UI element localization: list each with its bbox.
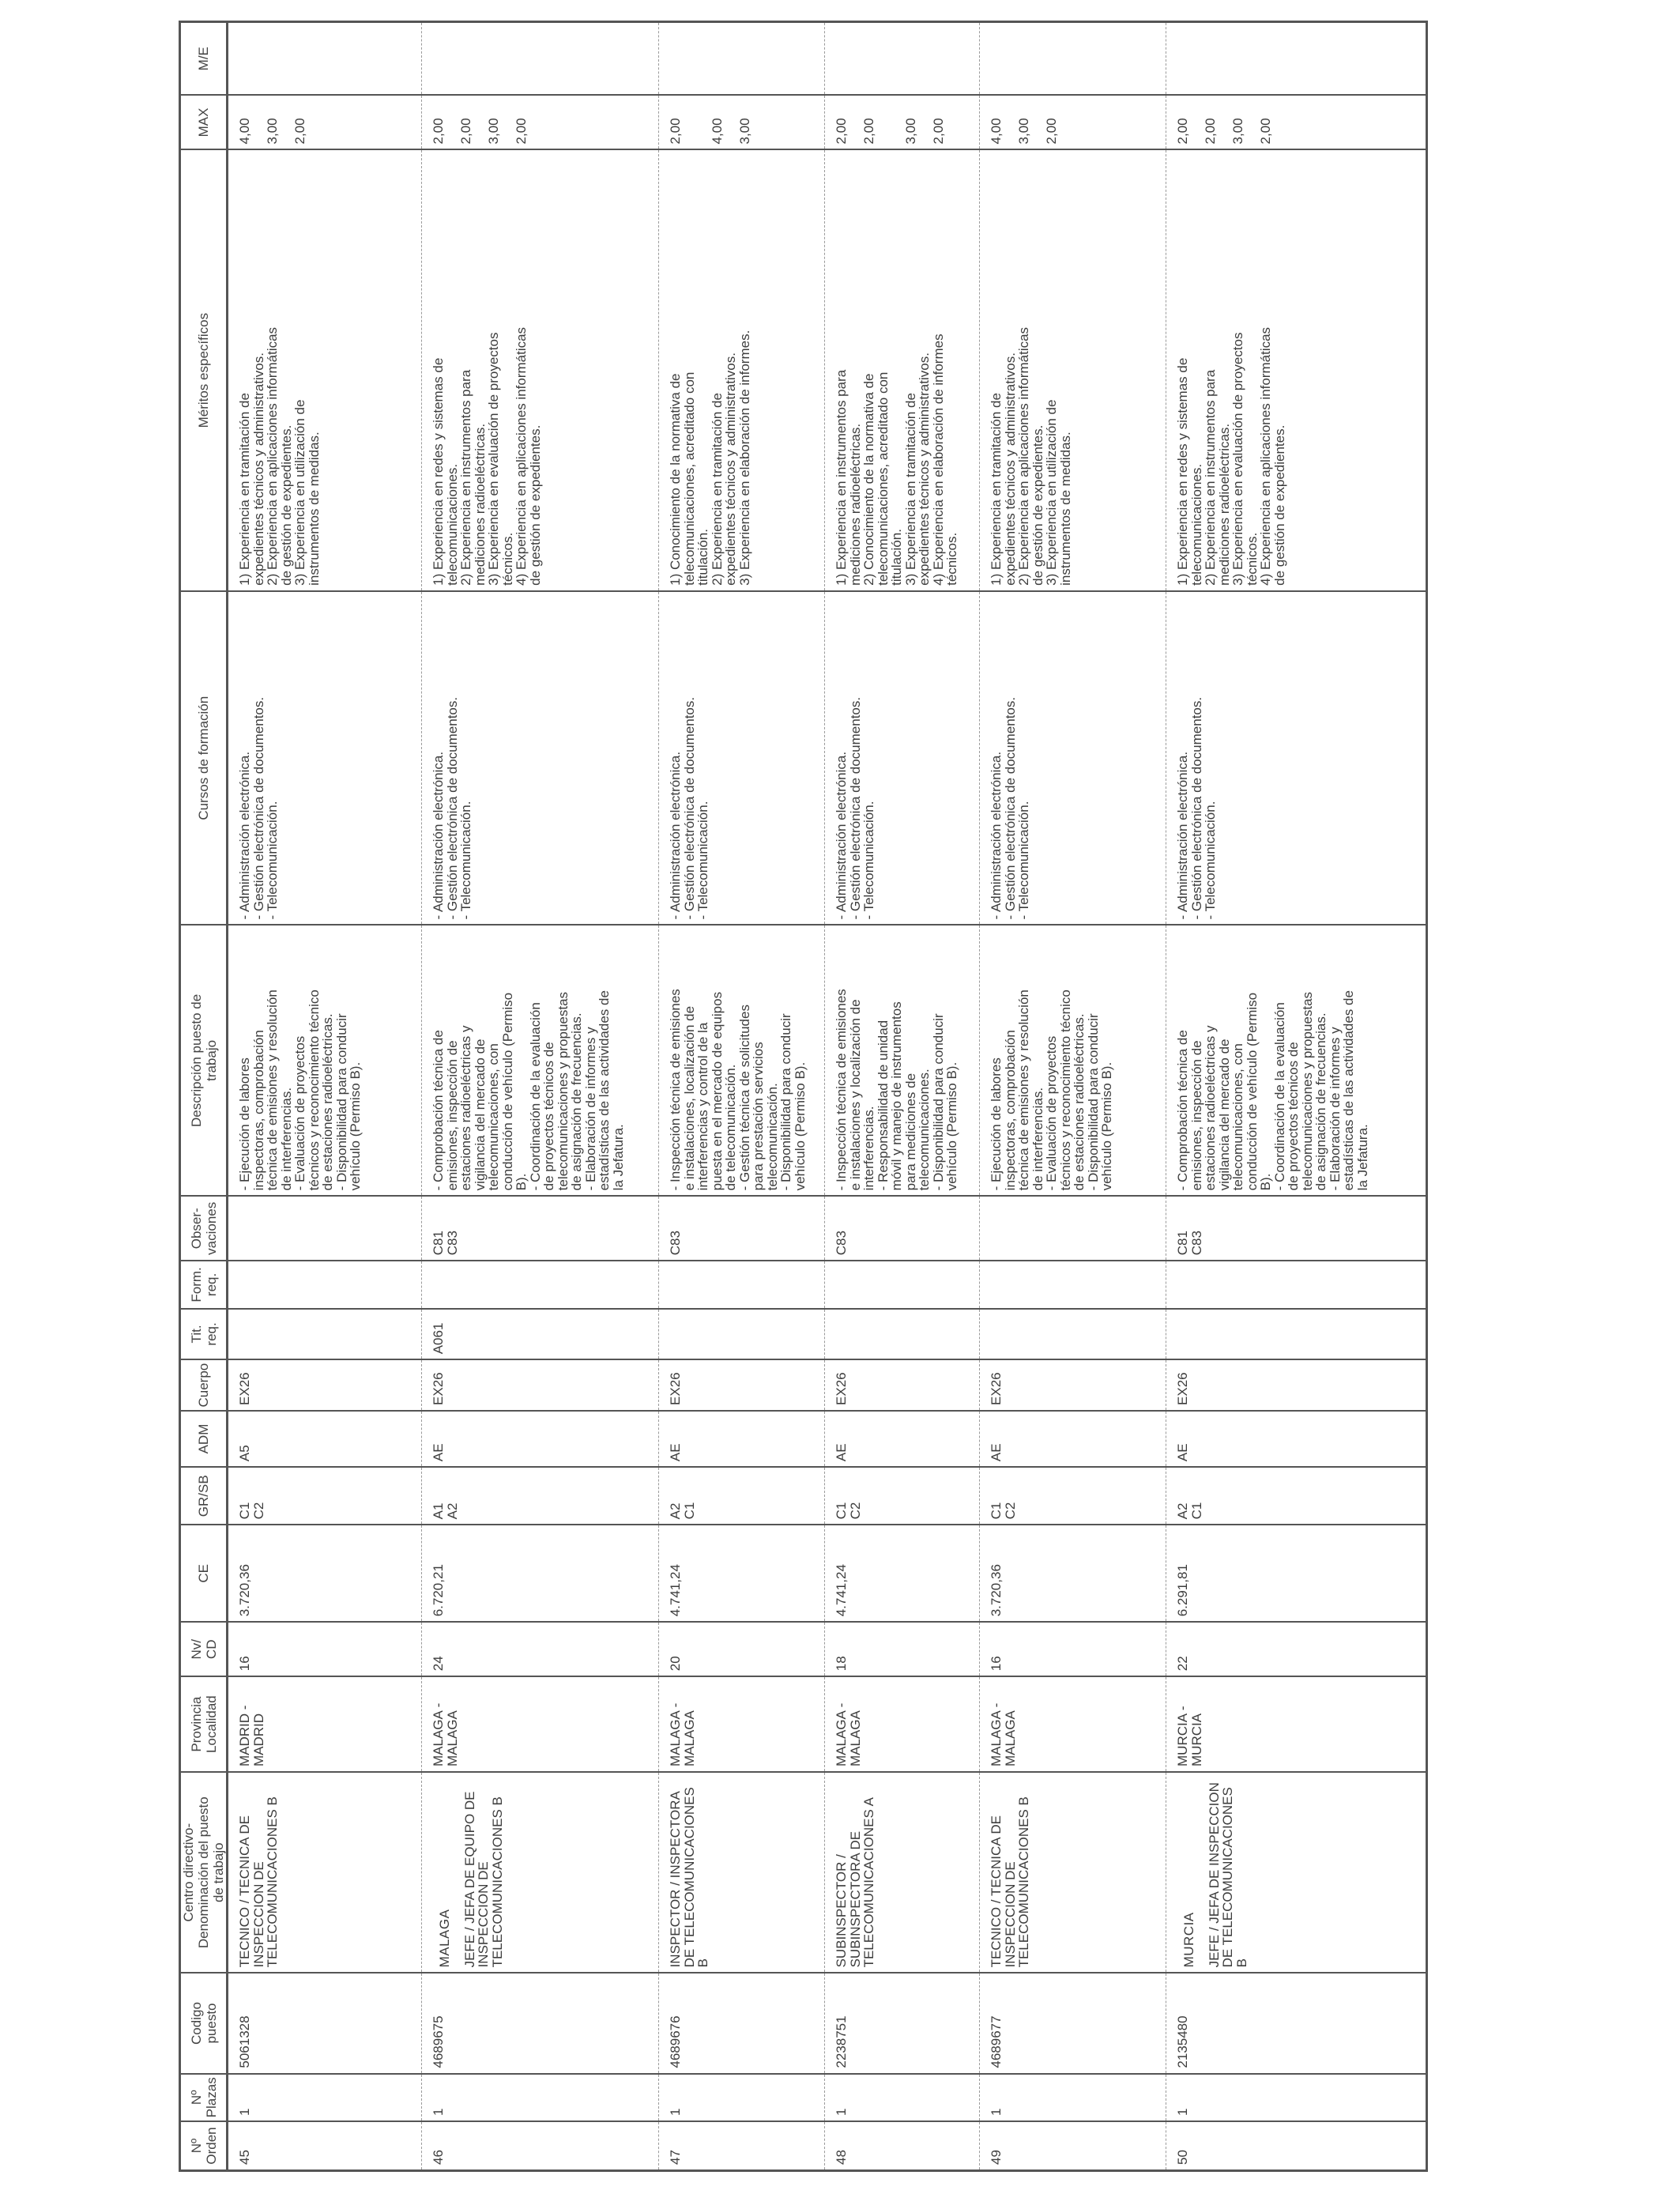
cell-formacion	[825, 1261, 980, 1308]
cell-grupo: C1 C2	[980, 1467, 1166, 1525]
cell-codigo: 2238751	[825, 1973, 980, 2073]
cell-ce: 6.291,81	[1166, 1525, 1427, 1622]
header-observaciones: Obser- vaciones	[180, 1196, 228, 1261]
cell-codigo: 4689677	[980, 1973, 1166, 2073]
header-row	[180, 22, 228, 2171]
cell-grupo: A2 C1	[1166, 1467, 1427, 1525]
cell-provincia: MALAGA - MALAGA	[659, 1676, 825, 1772]
cell-max: 4,00 3,00 2,00	[228, 95, 422, 149]
cell-cursos: - Administración electrónica. - Gestión electrónica de documentos. - Telecomunicación.	[825, 591, 980, 925]
cell-orden: 48	[825, 2121, 980, 2171]
header-grupo: GR/SB	[180, 1467, 228, 1525]
cell-adm: AE	[980, 1411, 1166, 1467]
cell-grupo: C1 C2	[228, 1467, 422, 1525]
cell-denominacion	[980, 1772, 1166, 1973]
position-name: TECNICO / TECNICA DE INSPECCION DE TELECOMUNICACIONES B	[989, 1796, 1031, 1968]
cell-cuerpo: EX26	[228, 1359, 422, 1411]
cell-formacion	[422, 1261, 659, 1308]
cell-descripcion: - Inspección técnica de emisiones e instalaciones y localización de interferencias. - Responsabilidad de unidad móvil y manejo de instrumentos para mediciones de telecomunicaciones. - Disponibilidad para conducir vehículo (Permiso B).	[825, 925, 980, 1197]
cell-cuerpo: EX26	[1166, 1359, 1427, 1411]
table-row	[980, 22, 1166, 2171]
cell-me	[228, 22, 422, 96]
cell-nivel: 20	[659, 1622, 825, 1676]
cell-observaciones: C81 C83	[1166, 1196, 1427, 1261]
header-meritos: Méritos específicos	[180, 149, 228, 590]
cell-meritos: 1) Experiencia en redes y sistemas de telecomunicaciones. 2) Experiencia en instrumentos para mediciones radioeléctricas. 3) Experiencia en evaluación de proyectos técnicos. 4) Experiencia en aplicaciones informáticas de gestión de expedientes.	[1166, 149, 1427, 590]
cell-observaciones: C83	[825, 1196, 980, 1261]
cell-meritos: 1) Experiencia en tramitación de expedientes técnicos y administrativos. 2) Experiencia en aplicaciones informáticas de gestión de expedientes. 3) Experiencia en utilización de instrumentos de medidas.	[980, 149, 1166, 590]
position-name: INSPECTOR / INSPECTORA DE TELECOMUNICACIONES B	[668, 1787, 710, 1968]
header-orden: Nº Orden	[180, 2121, 228, 2171]
table-row	[1166, 22, 1427, 2171]
cell-titulacion	[1166, 1309, 1427, 1360]
rotated-table-wrapper	[179, 21, 1421, 2172]
position-name: JEFE / JEFA DE INSPECCION DE TELECOMUNICACIONES B	[1206, 1782, 1249, 1968]
cell-observaciones: C83	[659, 1196, 825, 1261]
cell-me	[825, 22, 980, 96]
header-plazas: Nº Plazas	[180, 2074, 228, 2121]
cell-formacion	[1166, 1261, 1427, 1308]
cell-codigo: 4689675	[422, 1973, 659, 2073]
cell-plazas: 1	[825, 2074, 980, 2121]
cell-grupo: C1 C2	[825, 1467, 980, 1525]
cell-ce: 3.720,36	[980, 1525, 1166, 1622]
cell-formacion	[659, 1261, 825, 1308]
cell-denominacion	[659, 1772, 825, 1973]
position-name: SUBINSPECTOR / SUBINSPECTORA DE TELECOMUNICACIONES A	[834, 1797, 876, 1968]
cell-plazas: 1	[422, 2074, 659, 2121]
cell-nivel: 18	[825, 1622, 980, 1676]
table-row	[228, 22, 422, 2171]
table-row	[422, 22, 659, 2171]
cell-provincia: MADRID - MADRID	[228, 1676, 422, 1772]
header-provincia: Provincia Localidad	[180, 1676, 228, 1772]
cell-meritos: 1) Experiencia en tramitación de expedientes técnicos y administrativos. 2) Experiencia en aplicaciones informáticas de gestión de expedientes. 3) Experiencia en utilización de instrumentos de medidas.	[228, 149, 422, 590]
cell-codigo: 2135480	[1166, 1973, 1427, 2073]
cell-descripcion: - Comprobación técnica de emisiones, inspección de estaciones radioeléctricas y vigilancia del mercado de telecomunicaciones, con conducción de vehículo (Permiso B). - Coordinación de la evaluación de proyectos técnicos de telecomunicaciones y propuestas de asignación de frecuencias. - Elaboración de informes y estadísticas de las actividades de la Jefatura.	[422, 925, 659, 1197]
cell-cuerpo: EX26	[422, 1359, 659, 1411]
cell-me	[1166, 22, 1427, 96]
cell-ce: 4.741,24	[659, 1525, 825, 1622]
cell-ce: 4.741,24	[825, 1525, 980, 1622]
cell-cursos: - Administración electrónica. - Gestión electrónica de documentos. - Telecomunicación.	[1166, 591, 1427, 925]
cell-max: 4,00 3,00 2,00	[980, 95, 1166, 149]
cell-descripcion: - Ejecución de labores inspectoras, comprobación técnica de emisiones y resolución de interferencias. - Evaluación de proyectos técnicos y reconocimiento técnico de estaciones radioeléctricas. - Disponibilidad para conducir vehículo (Permiso B).	[228, 925, 422, 1197]
cell-me	[980, 22, 1166, 96]
job-positions-table	[179, 21, 1428, 2172]
cell-orden: 50	[1166, 2121, 1427, 2171]
cell-denominacion	[825, 1772, 980, 1973]
cell-cuerpo: EX26	[825, 1359, 980, 1411]
cell-max: 2,00 2,00 3,00 2,00	[422, 95, 659, 149]
cell-grupo: A2 C1	[659, 1467, 825, 1525]
cell-provincia: MURCIA - MURCIA	[1166, 1676, 1427, 1772]
header-denominacion: Centro directivo- Denominación del puesto de trabajo	[180, 1772, 228, 1973]
cell-adm: AE	[1166, 1411, 1427, 1467]
cell-cuerpo: EX26	[659, 1359, 825, 1411]
cell-orden: 49	[980, 2121, 1166, 2171]
cell-me	[659, 22, 825, 96]
cell-ce: 3.720,36	[228, 1525, 422, 1622]
table-row	[825, 22, 980, 2171]
cell-orden: 47	[659, 2121, 825, 2171]
header-nivel: Nv/ CD	[180, 1622, 228, 1676]
cell-nivel: 22	[1166, 1622, 1427, 1676]
cell-provincia: MALAGA - MALAGA	[422, 1676, 659, 1772]
cell-cursos: - Administración electrónica. - Gestión electrónica de documentos. - Telecomunicación.	[228, 591, 422, 925]
header-adm: ADM	[180, 1411, 228, 1467]
cell-titulacion	[228, 1309, 422, 1360]
cell-descripcion: - Comprobación técnica de emisiones, inspección de estaciones radioeléctricas y vigilancia del mercado de telecomunicaciones, con conducción de vehículo (Permiso B). - Coordinación de la evaluación de proyectos técnicos de telecomunicaciones y propuestas de asignación de frecuencias. - Elaboración de informes y estadísticas de las actividades de la Jefatura.	[1166, 925, 1427, 1197]
province-heading: MALAGA	[437, 1909, 452, 1968]
cell-provincia: MALAGA - MALAGA	[825, 1676, 980, 1772]
cell-denominacion	[422, 1772, 659, 1973]
cell-ce: 6.720,21	[422, 1525, 659, 1622]
cell-observaciones	[228, 1196, 422, 1261]
cell-me	[422, 22, 659, 96]
cell-titulacion: A061	[422, 1309, 659, 1360]
cell-codigo: 5061328	[228, 1973, 422, 2073]
cell-max: 2,00 4,00 3,00	[659, 95, 825, 149]
cell-plazas: 1	[659, 2074, 825, 2121]
cell-observaciones: C81 C83	[422, 1196, 659, 1261]
cell-codigo: 4689676	[659, 1973, 825, 2073]
cell-meritos: 1) Experiencia en redes y sistemas de telecomunicaciones. 2) Experiencia en instrumentos para mediciones radioeléctricas. 3) Experiencia en evaluación de proyectos técnicos. 4) Experiencia en aplicaciones informáticas de gestión de expedientes.	[422, 149, 659, 590]
cell-formacion	[228, 1261, 422, 1308]
cell-formacion	[980, 1261, 1166, 1308]
cell-max: 2,00 2,00 3,00 2,00	[825, 95, 980, 149]
cell-nivel: 16	[228, 1622, 422, 1676]
header-max: MAX	[180, 95, 228, 149]
cell-descripcion: - Inspección técnica de emisiones e instalaciones, localización de interferencias y control de la puesta en el mercado de equipos de telecomunicación. - Gestión técnica de solicitudes para prestación servicios telecomunicación. - Disponibilidad para conducir vehículo (Permiso B).	[659, 925, 825, 1197]
cell-adm: AE	[659, 1411, 825, 1467]
cell-plazas: 1	[228, 2074, 422, 2121]
cell-provincia: MALAGA - MALAGA	[980, 1676, 1166, 1772]
cell-cursos: - Administración electrónica. - Gestión electrónica de documentos. - Telecomunicación.	[422, 591, 659, 925]
header-descripcion: Descripción puesto de trabajo	[180, 925, 228, 1197]
cell-titulacion	[825, 1309, 980, 1360]
cell-cursos: - Administración electrónica. - Gestión electrónica de documentos. - Telecomunicación.	[980, 591, 1166, 925]
cell-titulacion	[980, 1309, 1166, 1360]
cell-titulacion	[659, 1309, 825, 1360]
header-codigo: Codigo puesto	[180, 1973, 228, 2073]
cell-cuerpo: EX26	[980, 1359, 1166, 1411]
cell-nivel: 16	[980, 1622, 1166, 1676]
cell-plazas: 1	[1166, 2074, 1427, 2121]
cell-adm: AE	[422, 1411, 659, 1467]
province-heading: MURCIA	[1181, 1912, 1196, 1968]
header-titulacion: Tit. req.	[180, 1309, 228, 1360]
cell-orden: 45	[228, 2121, 422, 2171]
cell-adm: A5	[228, 1411, 422, 1467]
header-cursos: Cursos de formación	[180, 591, 228, 925]
cell-observaciones	[980, 1196, 1166, 1261]
cell-orden: 46	[422, 2121, 659, 2171]
cell-denominacion	[1166, 1772, 1427, 1973]
header-cuerpo: Cuerpo	[180, 1359, 228, 1411]
cell-max: 2,00 2,00 3,00 2,00	[1166, 95, 1427, 149]
header-ce: CE	[180, 1525, 228, 1622]
header-formacion: Form. req.	[180, 1261, 228, 1308]
header-me: M/E	[180, 22, 228, 96]
cell-descripcion: - Ejecución de labores inspectoras, comprobación técnica de emisiones y resolución de interferencias. - Evaluación de proyectos técnicos y reconocimiento técnico de estaciones radioeléctricas. - Disponibilidad para conducir vehículo (Permiso B).	[980, 925, 1166, 1197]
cell-meritos: 1) Experiencia en instrumentos para mediciones radioeléctricas. 2) Conocimiento de la normativa de telecomunicaciones, acreditado con titulación. 3) Experiencia en tramitación de expedientes técnicos y administrativos. 4) Experiencia en elaboración de informes técnicos.	[825, 149, 980, 590]
position-name: JEFE / JEFA DE EQUIPO DE INSPECCION DE TELECOMUNICACIONES B	[461, 1791, 505, 1968]
position-name: TECNICO / TECNICA DE INSPECCION DE TELECOMUNICACIONES B	[237, 1796, 280, 1968]
cell-denominacion	[228, 1772, 422, 1973]
table-row	[659, 22, 825, 2171]
cell-grupo: A1 A2	[422, 1467, 659, 1525]
cell-plazas: 1	[980, 2074, 1166, 2121]
cell-meritos: 1) Conocimiento de la normativa de telecomunicaciones, acreditado con titulación. 2) Experiencia en tramitación de expedientes técnicos y administrativos. 3) Experiencia en elaboración de informes.	[659, 149, 825, 590]
cell-cursos: - Administración electrónica. - Gestión electrónica de documentos. - Telecomunicación.	[659, 591, 825, 925]
cell-adm: AE	[825, 1411, 980, 1467]
cell-nivel: 24	[422, 1622, 659, 1676]
